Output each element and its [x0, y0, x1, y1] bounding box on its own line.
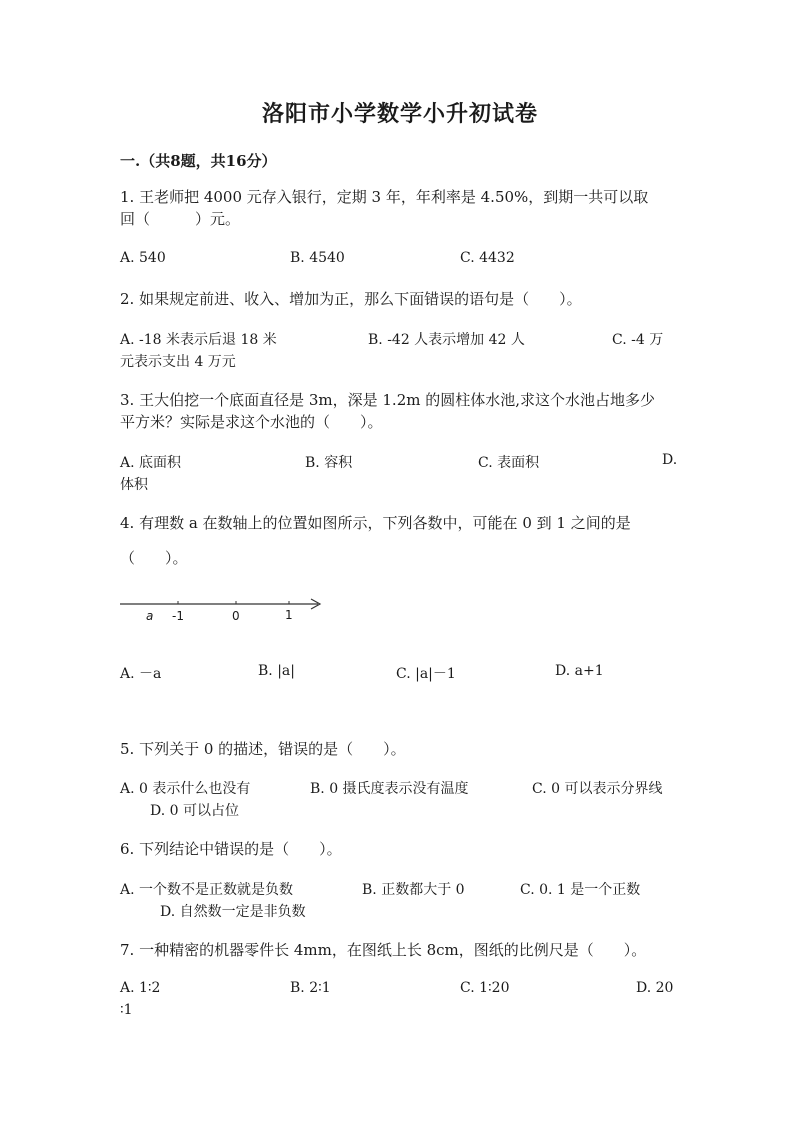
question-stem: 平方米？实际是求这个水池的（ ）。 [120, 413, 383, 431]
option-c[interactable]: C. 4432 [460, 250, 515, 266]
question-stem: 回（ ）元。 [120, 210, 241, 228]
section-heading: 一.（共8题，共16分） [120, 152, 277, 170]
option-b[interactable]: B. 0 摄氏度表示没有温度 [310, 781, 469, 797]
option-d[interactable]: D. [662, 452, 678, 468]
option-b[interactable]: B. 2∶1 [290, 980, 331, 996]
option-d-continued: 体积 [120, 477, 148, 493]
option-a[interactable]: A. 一个数不是正数就是负数 [120, 882, 294, 898]
option-b[interactable]: B. 容积 [305, 455, 353, 471]
option-a[interactable]: A. 0 表示什么也没有 [120, 781, 251, 797]
option-d[interactable]: D. 20 [636, 980, 674, 996]
option-c[interactable]: C. -4 万 [612, 332, 664, 348]
option-c-continued: 元表示支出 4 万元 [120, 354, 236, 370]
option-a[interactable]: A. -18 米表示后退 18 米 [120, 332, 277, 348]
question-stem: 6. 下列结论中错误的是（ ）。 [120, 840, 342, 858]
option-d[interactable]: D. a+1 [555, 663, 604, 679]
option-b[interactable]: B. -42 人表示增加 42 人 [368, 332, 525, 348]
question-stem: 2. 如果规定前进、收入、增加为正，那么下面错误的语句是（ ）。 [120, 290, 582, 308]
option-b[interactable]: B. 4540 [290, 250, 345, 266]
option-b[interactable]: B. |a| [258, 663, 295, 679]
number-line-figure [118, 592, 328, 628]
question-stem: 1. 王老师把 4000 元存入银行，定期 3 年，年利率是 4.50%，到期一共可以取 [120, 188, 649, 206]
option-c[interactable]: C. 0. 1 是一个正数 [520, 882, 641, 898]
option-c[interactable]: C. 表面积 [478, 455, 540, 471]
question-stem: 4. 有理数 a 在数轴上的位置如图所示，下列各数中，可能在 0 到 1 之间的是 [120, 514, 631, 532]
option-c[interactable]: C. 0 可以表示分界线 [532, 781, 663, 797]
option-d[interactable]: D. 0 可以占位 [150, 803, 239, 819]
option-c[interactable]: C. |a|－1 [396, 666, 456, 682]
question-stem: 7. 一种精密的机器零件长 4mm，在图纸上长 8cm，图纸的比例尺是（ ）。 [120, 941, 647, 959]
option-c[interactable]: C. 1∶20 [460, 980, 510, 996]
label-minus-1: -1 [172, 609, 184, 623]
option-a[interactable]: A. －a [120, 666, 162, 682]
option-d[interactable]: D. 自然数一定是非负数 [160, 904, 306, 920]
page-title: 洛阳市小学数学小升初试卷 [261, 101, 538, 127]
question-stem: 5. 下列关于 0 的描述，错误的是（ ）。 [120, 740, 406, 758]
option-b[interactable]: B. 正数都大于 0 [362, 882, 465, 898]
label-a: a [146, 609, 154, 623]
option-a[interactable]: A. 540 [120, 250, 166, 266]
label-1: 1 [285, 608, 293, 622]
question-stem: （ ）。 [120, 549, 188, 567]
question-stem: 3. 王大伯挖一个底面直径是 3m，深是 1.2m 的圆柱体水池,求这个水池占地多少 [120, 391, 656, 409]
option-a[interactable]: A. 1∶2 [120, 980, 161, 996]
option-d-continued: ∶1 [120, 1002, 133, 1018]
label-0: 0 [232, 609, 240, 623]
option-a[interactable]: A. 底面积 [120, 455, 182, 471]
